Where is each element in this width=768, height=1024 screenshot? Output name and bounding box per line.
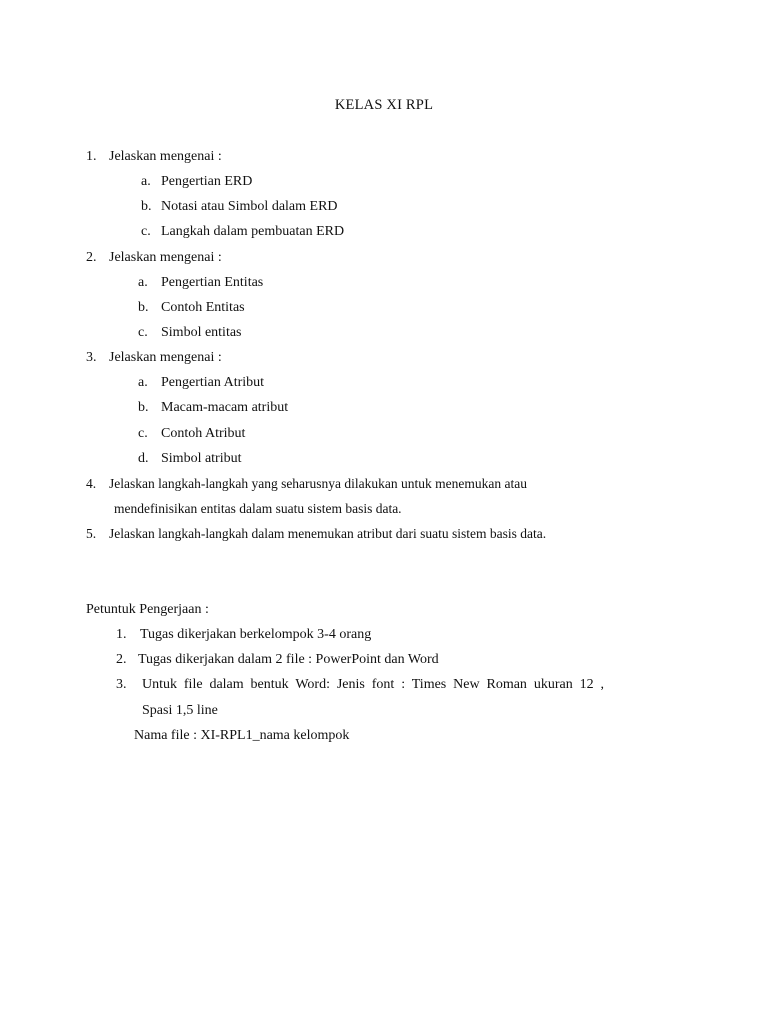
instruction-text: Tugas dikerjakan berkelompok 3-4 orang xyxy=(140,627,372,642)
item-text: Contoh Atribut xyxy=(161,426,246,441)
item-text: Langkah dalam pembuatan ERD xyxy=(161,224,345,239)
question-number: 5. xyxy=(86,526,97,541)
page-title: KELAS XI RPL xyxy=(334,97,434,113)
instruction-item xyxy=(116,652,439,667)
question-1 xyxy=(86,149,222,164)
list-item xyxy=(138,275,264,290)
list-item xyxy=(138,375,265,390)
item-text: Simbol entitas xyxy=(161,325,242,340)
instruction-item xyxy=(116,677,604,692)
list-item xyxy=(138,325,242,340)
list-item xyxy=(138,451,242,466)
item-text: Macam-macam atribut xyxy=(161,400,289,415)
item-letter: c. xyxy=(138,426,148,441)
question-2 xyxy=(86,250,222,265)
item-letter: a. xyxy=(141,174,151,189)
instructions-heading: Petuntuk Pengerjaan : xyxy=(86,602,209,617)
question-number: 3. xyxy=(86,350,97,365)
question-number: 4. xyxy=(86,476,97,491)
item-letter: d. xyxy=(138,451,149,466)
question-4-continuation: mendefinisikan entitas dalam suatu sistem basis data. xyxy=(114,501,402,516)
instruction-text: Untuk file dalam bentuk Word: Jenis font : Times New Roman ukuran 12 , xyxy=(142,677,604,692)
list-item xyxy=(141,174,253,189)
item-text: Notasi atau Simbol dalam ERD xyxy=(161,199,338,214)
item-text: Simbol atribut xyxy=(161,451,242,466)
item-text: Pengertian Atribut xyxy=(161,375,265,390)
question-text: Jelaskan langkah-langkah dalam menemukan atribut dari suatu sistem basis data. xyxy=(109,526,547,541)
item-letter: b. xyxy=(138,400,149,415)
question-number: 2. xyxy=(86,250,97,265)
item-text: Pengertian ERD xyxy=(161,174,253,189)
question-text: Jelaskan mengenai : xyxy=(109,250,222,265)
item-letter: b. xyxy=(138,300,149,315)
instruction-item xyxy=(116,627,372,642)
question-text: Jelaskan mengenai : xyxy=(109,350,222,365)
list-item xyxy=(141,199,338,214)
instruction-continuation: Spasi 1,5 line xyxy=(142,703,218,718)
list-item xyxy=(138,426,246,441)
instruction-text: Tugas dikerjakan dalam 2 file : PowerPoint dan Word xyxy=(138,652,439,667)
item-letter: a. xyxy=(138,275,148,290)
list-item xyxy=(138,300,245,315)
question-3 xyxy=(86,350,222,365)
question-text: Jelaskan langkah-langkah yang seharusnya dilakukan untuk menemukan atau xyxy=(109,476,527,491)
item-letter: c. xyxy=(138,325,148,340)
filename-note: Nama file : XI-RPL1_nama kelompok xyxy=(134,728,350,743)
instruction-number: 3. xyxy=(116,677,127,692)
question-4 xyxy=(86,476,527,491)
instruction-number: 2. xyxy=(116,652,127,667)
list-item xyxy=(141,224,345,239)
item-letter: a. xyxy=(138,375,148,390)
list-item xyxy=(138,400,289,415)
item-letter: b. xyxy=(141,199,152,214)
item-text: Pengertian Entitas xyxy=(161,275,264,290)
question-5 xyxy=(86,526,547,541)
question-text: Jelaskan mengenai : xyxy=(109,149,222,164)
question-number: 1. xyxy=(86,149,97,164)
item-text: Contoh Entitas xyxy=(161,300,245,315)
instruction-number: 1. xyxy=(116,627,127,642)
item-letter: c. xyxy=(141,224,151,239)
